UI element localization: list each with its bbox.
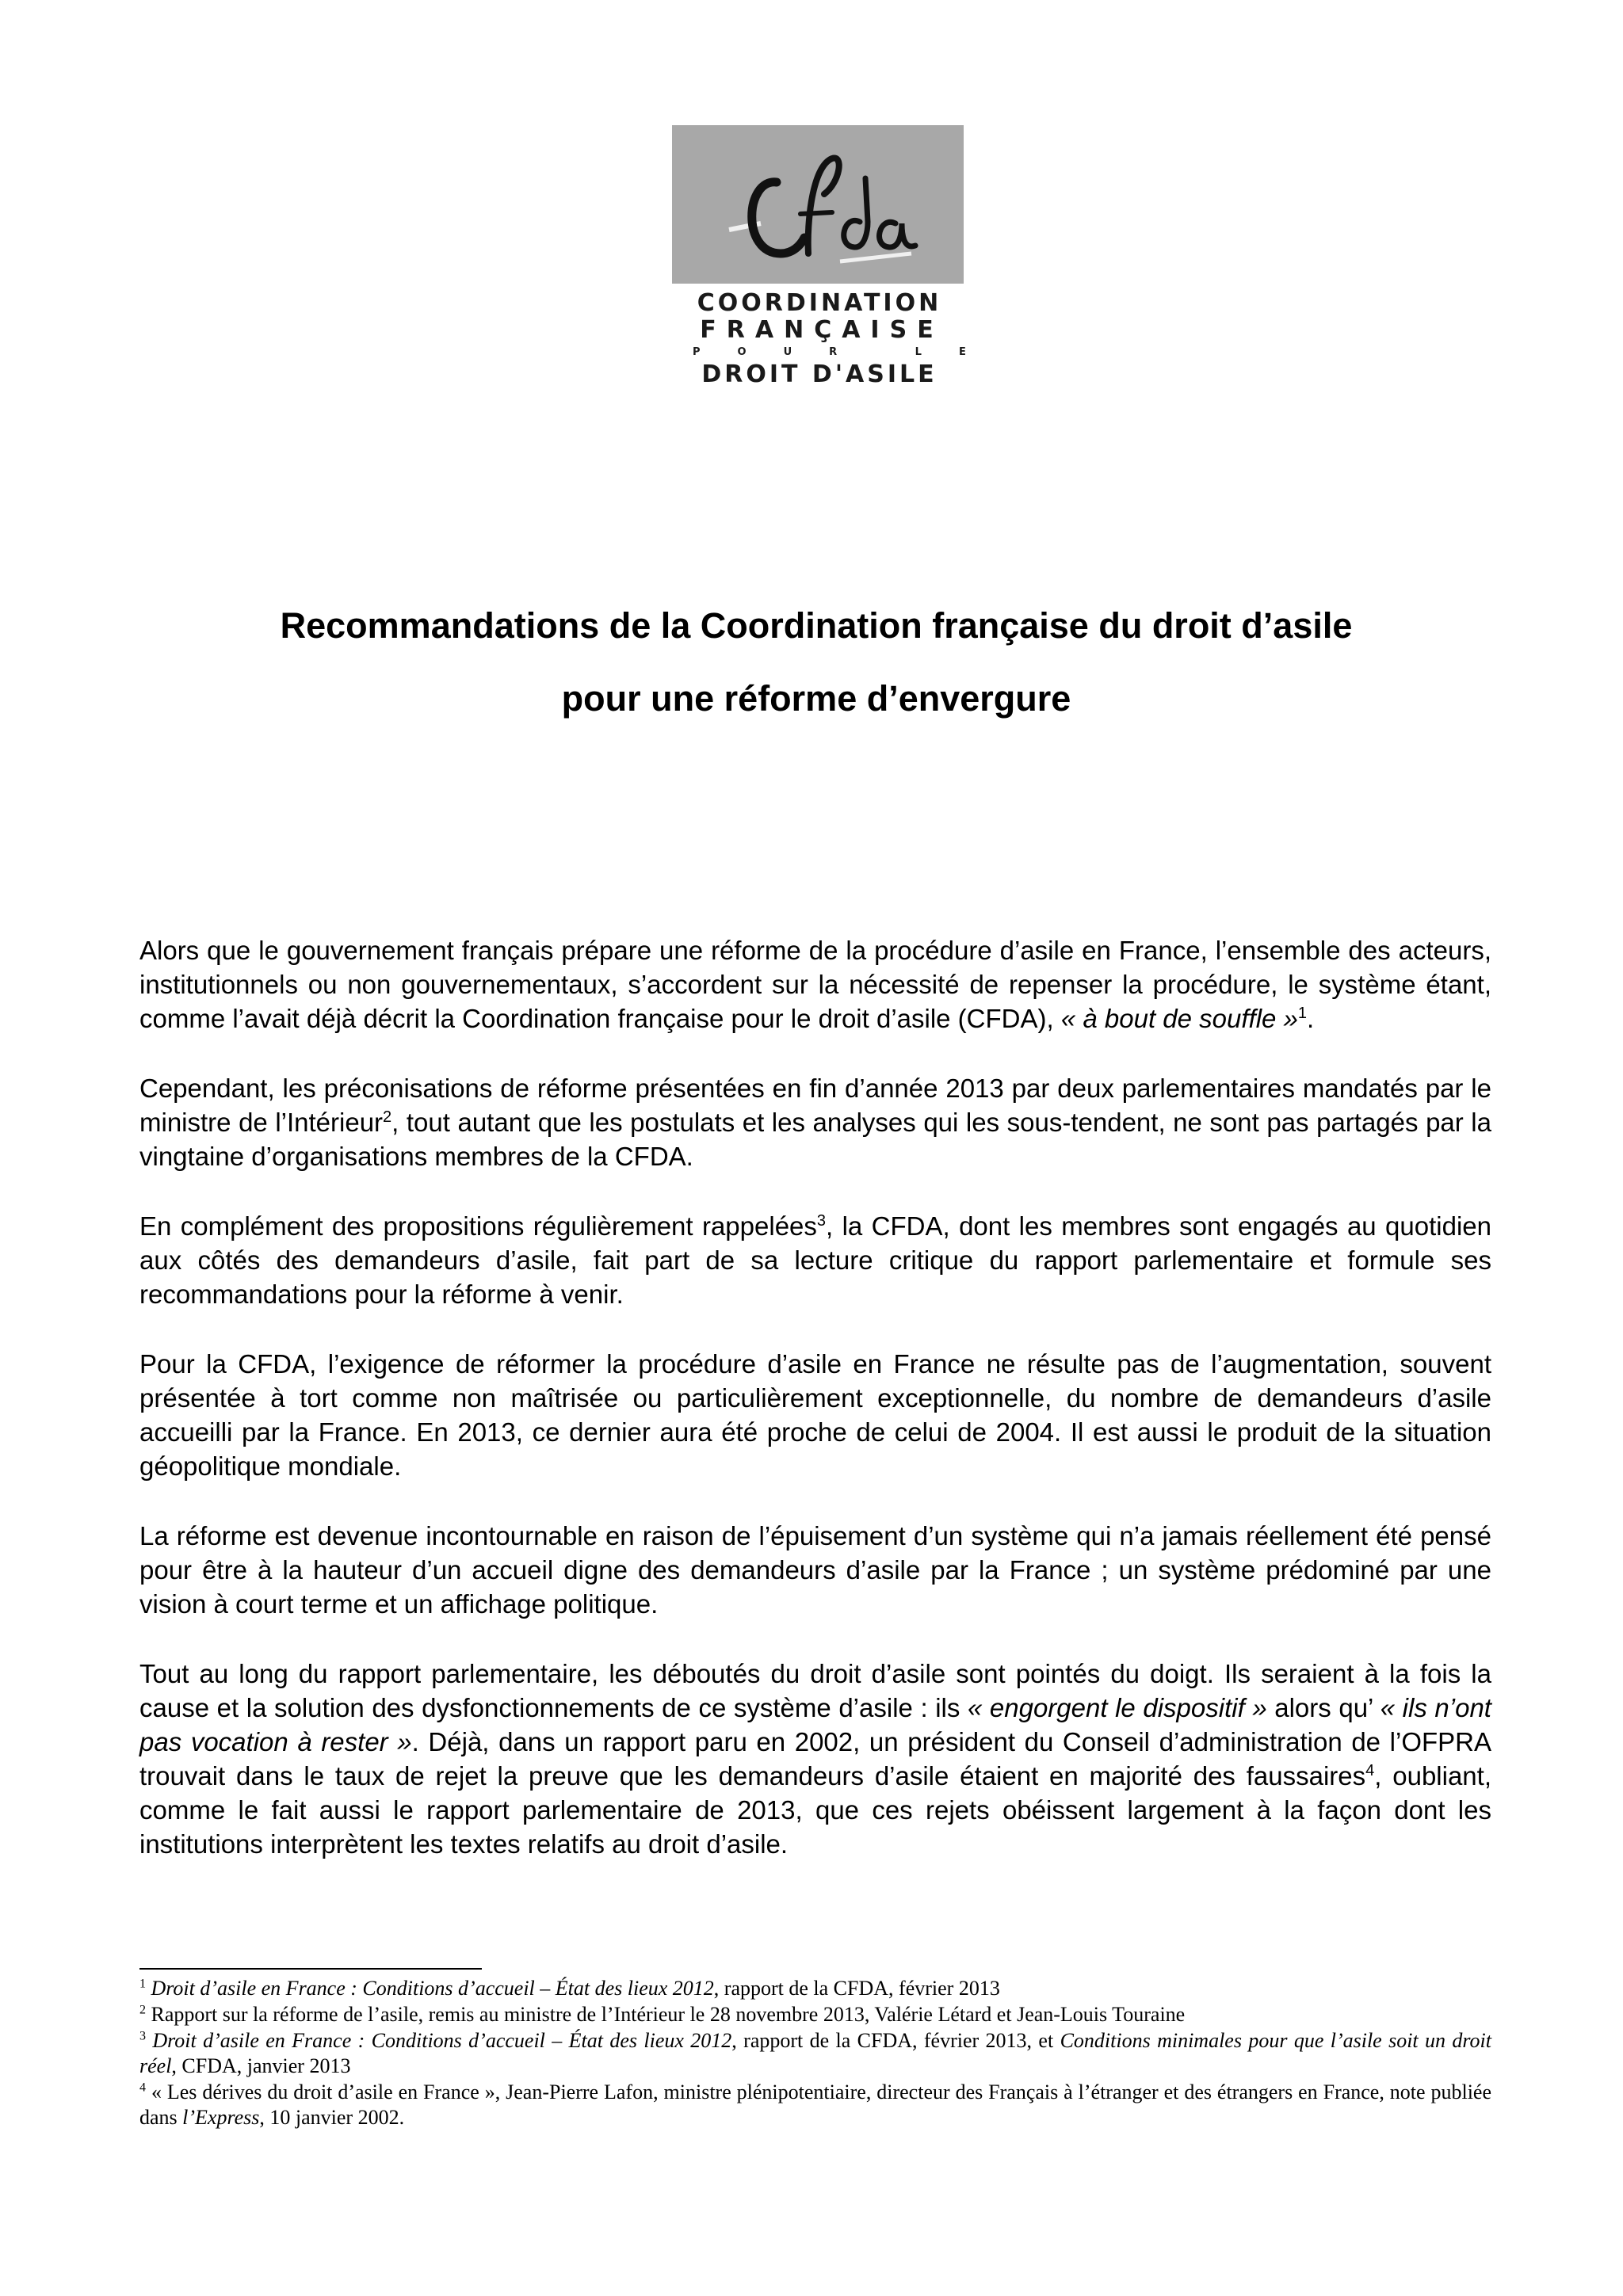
footnote-3 xyxy=(139,2028,1491,2079)
footnote-1-title: Droit d’asile en France : Conditions d’accueil – État des lieux 2012 xyxy=(151,1977,714,2000)
footnote-ref-4: 4 xyxy=(1365,1762,1375,1779)
logo-line-4: DROIT D'ASILE xyxy=(701,360,938,388)
footnote-separator xyxy=(139,1968,482,1970)
paragraph-1 xyxy=(139,933,1491,1035)
footnote-ref-1: 1 xyxy=(1297,1005,1308,1022)
footnote-ref-3: 3 xyxy=(816,1212,827,1230)
logo-wordmark xyxy=(674,289,1003,388)
paragraph-2 xyxy=(139,1071,1491,1173)
paragraph-6-text-d: , oubliant, comme le fait aussi le rapport parlementaire de 2013, que ces rejets obéissent largement à la façon dont les institutions interprètent les textes relatifs au droit d’asile. xyxy=(139,1761,1491,1859)
cfda-logo xyxy=(664,125,1003,402)
paragraph-1-end: . xyxy=(1307,1004,1315,1033)
footnote-4-publication: l’Express xyxy=(182,2106,260,2129)
paragraph-3-text-b: , la CFDA, dont les membres sont engagés au quotidien aux côtés des demandeurs d’asile, fait part de sa lecture critique du rapport parlementaire et formule ses recommandations pour la réforme à venir. xyxy=(139,1211,1491,1309)
footnote-4-text-b: , 10 janvier 2002. xyxy=(259,2106,405,2129)
paragraph-5: La réforme est devenue incontournable en raison de l’épuisement d’un système qui n’a jamais réellement été pensé pour être à la hauteur d’un accueil digne des demandeurs d’asile par la France ; un système prédominé par une vision à court terme et un affichage politique. xyxy=(139,1521,1491,1619)
paragraph-1-text: Alors que le gouvernement français prépare une réforme de la procédure d’asile en France, l’ensemble des acteurs, institutionnels ou non gouvernementaux, s’accordent sur la nécessité de repenser la procédure, le système étant, comme l’avait déjà décrit la Coordination française pour le droit d’asile (CFDA), xyxy=(139,936,1491,1033)
paragraph-6 xyxy=(139,1657,1491,1861)
document-body xyxy=(139,933,1491,1897)
paragraph-6-text-b: alors qu’ xyxy=(1266,1693,1381,1722)
footnote-ref-2: 2 xyxy=(383,1108,392,1126)
document-title-line-1: Recommandations de la Coordination française du droit d’asile xyxy=(280,605,1353,646)
footnote-3-number: 3 xyxy=(139,2029,146,2043)
paragraph-4: Pour la CFDA, l’exigence de réformer la procédure d’asile en France ne résulte pas de l’augmentation, souvent présentée à tort comme non maîtrisée ou particulièrement exceptionnelle, du nombre de demandeurs d’asile accueilli par la France. En 2013, ce dernier aura été proche de celui de 2004. Il est aussi le produit de la situation géopolitique mondiale. xyxy=(139,1349,1491,1481)
paragraph-6-quote-1: « engorgent le dispositif » xyxy=(967,1693,1267,1722)
footnote-1-number: 1 xyxy=(139,1977,146,1991)
logo-script-mark xyxy=(713,135,919,277)
footnote-2-text: Rapport sur la réforme de l’asile, remis au ministre de l’Intérieur le 28 novembre 2013, Valérie Létard et Jean-Louis Touraine xyxy=(151,2003,1186,2026)
footnote-4-text-a: « Les dérives du droit d’asile en France », Jean-Pierre Lafon, ministre plénipotentiaire, directeur des Français à l’étranger et des étrangers en France, note publiée dans xyxy=(139,2081,1492,2129)
paragraph-6-quote-2: « ils n’ont pas vocation à rester » xyxy=(139,1693,1491,1756)
footnote-3-title-2: Conditions minimales pour que l’asile soit un droit réel xyxy=(139,2029,1492,2077)
footnote-4 xyxy=(139,2080,1491,2130)
paragraph-3 xyxy=(139,1209,1491,1311)
logo-line-1: COORDINATION xyxy=(697,289,942,317)
paragraph-1-quote: « à bout de souffle » xyxy=(1060,1004,1298,1033)
paragraph-6-text-a: Tout au long du rapport parlementaire, les déboutés du droit d’asile sont pointés du doigt. Ils seraient à la fois la cause et la solution des dysfonctionnements de ce système d’asile : ils xyxy=(139,1659,1491,1722)
footnote-2 xyxy=(139,2002,1491,2027)
paragraph-2-text-b: , tout autant que les postulats et les analyses qui les sous-tendent, ne sont pas partagés par la vingtaine d’organisations membres de la CFDA. xyxy=(139,1108,1491,1171)
paragraph-2-text-a: Cependant, les préconisations de réforme présentées en fin d’année 2013 par deux parlementaires mandatés par le ministre de l’Intérieur xyxy=(139,1074,1491,1137)
footnote-3-text-end: , CFDA, janvier 2013 xyxy=(171,2054,351,2077)
footnote-1-text: , rapport de la CFDA, février 2013 xyxy=(713,1977,1000,2000)
footnotes xyxy=(139,1976,1491,2131)
footnote-1 xyxy=(139,1976,1491,2001)
footnote-2-number: 2 xyxy=(139,2003,146,2017)
footnote-4-number: 4 xyxy=(139,2081,146,2095)
paragraph-3-text-a: En complément des propositions régulièrement rappelées xyxy=(139,1211,817,1241)
document-title-line-2: pour une réforme d’envergure xyxy=(561,678,1071,719)
logo-line-2: FRANÇAISE xyxy=(700,316,944,344)
footnote-3-title-1: Droit d’asile en France : Conditions d’accueil – État des lieux 2012 xyxy=(152,2029,732,2052)
footnote-3-text-mid: , rapport de la CFDA, février 2013, et xyxy=(731,2029,1060,2052)
logo-line-3: POUR LE xyxy=(693,346,1003,358)
paragraph-6-text-c: . Déjà, dans un rapport paru en 2002, un président du Conseil d’administration de l’OFPRA trouvait dans le taux de rejet la preuve que les demandeurs d’asile étaient en majorité des faussaires xyxy=(139,1727,1491,1791)
